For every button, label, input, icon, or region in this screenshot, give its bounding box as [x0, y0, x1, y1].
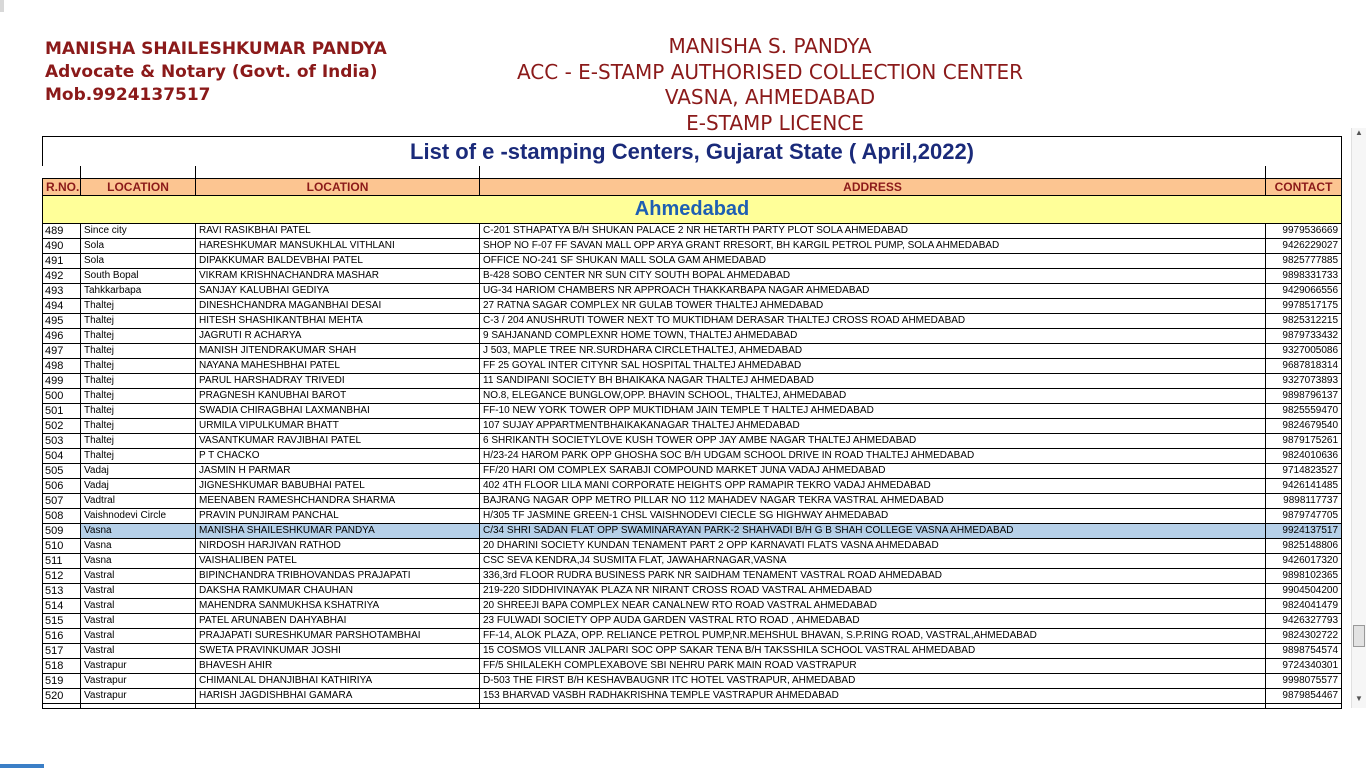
table-row[interactable] [43, 299, 1342, 314]
table-row[interactable] [43, 629, 1342, 644]
row-address[interactable]: OFFICE NO-241 SF SHUKAN MALL SOLA GAM AHMEDABAD [480, 254, 1266, 269]
row-contact[interactable]: 9429066556 [1266, 284, 1342, 299]
table-row[interactable] [43, 539, 1342, 554]
row-number[interactable]: 509 [43, 524, 81, 539]
row-contact[interactable]: 9714823527 [1266, 464, 1342, 479]
blank-row [43, 166, 1342, 179]
row-address[interactable]: 107 SUJAY APPARTMENTBHAIKAKANAGAR THALTEJ AHMEDABAD [480, 419, 1266, 434]
row-location-area[interactable]: Vadaj [81, 479, 196, 494]
row-address[interactable]: BAJRANG NAGAR OPP METRO PILLAR NO 112 MAHADEV NAGAR TEKRA VASTRAL AHMEDABAD [480, 494, 1266, 509]
row-location-area[interactable]: Thaltej [81, 389, 196, 404]
partial-row [43, 704, 1342, 709]
vertical-scrollbar[interactable] [1351, 128, 1366, 708]
row-contact[interactable]: 9898102365 [1266, 569, 1342, 584]
row-center-name[interactable]: MANISH JITENDRAKUMAR SHAH [196, 344, 480, 359]
row-contact[interactable]: 9998075577 [1266, 674, 1342, 689]
table-row[interactable] [43, 569, 1342, 584]
row-location-area[interactable]: Vasna [81, 524, 196, 539]
row-location-area[interactable]: Vastral [81, 569, 196, 584]
table-row[interactable] [43, 269, 1342, 284]
row-number[interactable]: 514 [43, 599, 81, 614]
row-number[interactable]: 506 [43, 479, 81, 494]
table-row[interactable] [43, 404, 1342, 419]
row-center-name[interactable]: PRAJAPATI SURESHKUMAR PARSHOTAMBHAI [196, 629, 480, 644]
row-number[interactable]: 519 [43, 674, 81, 689]
row-location-area[interactable]: Thaltej [81, 359, 196, 374]
row-center-name[interactable]: HITESH SHASHIKANTBHAI MEHTA [196, 314, 480, 329]
row-location-area[interactable]: Thaltej [81, 329, 196, 344]
section-row [43, 196, 1342, 224]
row-contact[interactable]: 9426229027 [1266, 239, 1342, 254]
table-row[interactable] [43, 419, 1342, 434]
row-contact[interactable]: 9824679540 [1266, 419, 1342, 434]
row-address[interactable]: B-428 SOBO CENTER NR SUN CITY SOUTH BOPAL AHMEDABAD [480, 269, 1266, 284]
row-address[interactable]: FF-14, ALOK PLAZA, OPP. RELIANCE PETROL PUMP,NR.MEHSHUL BHAVAN, S.P.RING ROAD, VASTRAL,AHMEDABAD [480, 629, 1266, 644]
section-title[interactable]: Ahmedabad [43, 196, 1342, 224]
row-location-area[interactable]: Vastral [81, 629, 196, 644]
row-address[interactable]: 20 SHREEJI BAPA COMPLEX NEAR CANALNEW RTO ROAD VASTRAL AHMEDABAD [480, 599, 1266, 614]
row-center-name[interactable]: PRAGNESH KANUBHAI BAROT [196, 389, 480, 404]
row-contact[interactable]: 9327073893 [1266, 374, 1342, 389]
row-contact[interactable]: 9898331733 [1266, 269, 1342, 284]
row-address[interactable]: CSC SEVA KENDRA,J4 SUSMITA FLAT, JAWAHARNAGAR,VASNA [480, 554, 1266, 569]
row-number[interactable]: 490 [43, 239, 81, 254]
row-address[interactable]: FF/5 SHILALEKH COMPLEXABOVE SBI NEHRU PARK MAIN ROAD VASTRAPUR [480, 659, 1266, 674]
row-location-area[interactable]: Thaltej [81, 374, 196, 389]
window-edge-mark [0, 0, 4, 12]
row-address[interactable]: H/23-24 HAROM PARK OPP GHOSHA SOC B/H UDGAM SCHOOL DRIVE IN ROAD THALTEJ AHMEDABAD [480, 449, 1266, 464]
row-center-name[interactable]: VAISHALIBEN PATEL [196, 554, 480, 569]
row-contact[interactable]: 9825559470 [1266, 404, 1342, 419]
row-number[interactable]: 515 [43, 614, 81, 629]
table-row[interactable] [43, 374, 1342, 389]
row-center-name[interactable]: DAKSHA RAMKUMAR CHAUHAN [196, 584, 480, 599]
advocate-header [45, 38, 387, 107]
row-number[interactable]: 491 [43, 254, 81, 269]
table-row[interactable] [43, 599, 1342, 614]
row-number[interactable]: 500 [43, 389, 81, 404]
row-location-area[interactable]: Tahkkarbapa [81, 284, 196, 299]
row-center-name[interactable]: NAYANA MAHESHBHAI PATEL [196, 359, 480, 374]
row-number[interactable]: 510 [43, 539, 81, 554]
row-number[interactable]: 495 [43, 314, 81, 329]
row-contact[interactable]: 9825148806 [1266, 539, 1342, 554]
table-row[interactable] [43, 689, 1342, 704]
row-number[interactable]: 503 [43, 434, 81, 449]
row-address[interactable]: 336,3rd FLOOR RUDRA BUSINESS PARK NR SAIDHAM TENAMENT VASTRAL ROAD AHMEDABAD [480, 569, 1266, 584]
advocate-title: Advocate & Notary (Govt. of India) [45, 62, 378, 82]
row-location-area[interactable]: Since city [81, 224, 196, 239]
scroll-up-arrow-icon[interactable]: ▲ [1355, 128, 1363, 137]
row-number[interactable]: 508 [43, 509, 81, 524]
center-name: MANISHA S. PANDYA [668, 34, 872, 58]
row-contact[interactable]: 9898754574 [1266, 644, 1342, 659]
row-location-area[interactable]: Sola [81, 254, 196, 269]
row-center-name[interactable]: PARUL HARSHADRAY TRIVEDI [196, 374, 480, 389]
row-location-area[interactable]: Vastrapur [81, 689, 196, 704]
row-address[interactable]: 402 4TH FLOOR LILA MANI CORPORATE HEIGHTS OPP RAMAPIR TEKRO VADAJ AHMEDABAD [480, 479, 1266, 494]
column-header-rno[interactable]: R.NO. [43, 179, 81, 196]
row-address[interactable]: 11 SANDIPANI SOCIETY BH BHAIKAKA NAGAR THALTEJ AHMEDABAD [480, 374, 1266, 389]
row-location-area[interactable]: Vastrapur [81, 674, 196, 689]
row-number[interactable]: 517 [43, 644, 81, 659]
row-center-name[interactable]: CHIMANLAL DHANJIBHAI KATHIRIYA [196, 674, 480, 689]
row-center-name[interactable]: DINESHCHANDRA MAGANBHAI DESAI [196, 299, 480, 314]
row-contact[interactable]: 9426017320 [1266, 554, 1342, 569]
row-contact[interactable]: 9898117737 [1266, 494, 1342, 509]
row-location-area[interactable]: Vastral [81, 614, 196, 629]
row-location-area[interactable]: Thaltej [81, 434, 196, 449]
row-address[interactable]: C/34 SHRI SADAN FLAT OPP SWAMINARAYAN PARK-2 SHAHVADI B/H G B SHAH COLLEGE VASNA AHMEDABAD [480, 524, 1266, 539]
row-location-area[interactable]: Vastrapur [81, 659, 196, 674]
row-address[interactable]: 6 SHRIKANTH SOCIETYLOVE KUSH TOWER OPP JAY AMBE NAGAR THALTEJ AHMEDABAD [480, 434, 1266, 449]
row-center-name[interactable]: SANJAY KALUBHAI GEDIYA [196, 284, 480, 299]
table-row[interactable] [43, 284, 1342, 299]
table-row[interactable] [43, 314, 1342, 329]
row-center-name[interactable]: PATEL ARUNABEN DAHYABHAI [196, 614, 480, 629]
table-row[interactable] [43, 659, 1342, 674]
row-contact[interactable]: 9327005086 [1266, 344, 1342, 359]
table-row[interactable] [43, 329, 1342, 344]
table-row[interactable] [43, 239, 1342, 254]
table-title-row [43, 137, 1342, 167]
row-number[interactable]: 505 [43, 464, 81, 479]
row-address[interactable]: 219-220 SIDDHIVINAYAK PLAZA NR NIRANT CROSS ROAD VASTRAL AHMEDABAD [480, 584, 1266, 599]
row-address[interactable]: J 503, MAPLE TREE NR.SURDHARA CIRCLETHALTEJ, AHMEDABAD [480, 344, 1266, 359]
table-row[interactable] [43, 509, 1342, 524]
row-address[interactable]: FF-10 NEW YORK TOWER OPP MUKTIDHAM JAIN TEMPLE T HALTEJ AHMEDABAD [480, 404, 1266, 419]
row-center-name[interactable]: HARISH JAGDISHBHAI GAMARA [196, 689, 480, 704]
column-header-row [43, 179, 1342, 196]
row-location-area[interactable]: Thaltej [81, 419, 196, 434]
row-center-name[interactable]: SWADIA CHIRAGBHAI LAXMANBHAI [196, 404, 480, 419]
row-contact[interactable]: 9879747705 [1266, 509, 1342, 524]
center-licence: E-STAMP LICENCE [686, 110, 864, 135]
row-center-name[interactable]: RAVI RASIKBHAI PATEL [196, 224, 480, 239]
row-location-area[interactable]: Vastral [81, 584, 196, 599]
table-row[interactable] [43, 344, 1342, 359]
table-row[interactable] [43, 449, 1342, 464]
table-row[interactable] [43, 224, 1342, 239]
row-number[interactable]: 489 [43, 224, 81, 239]
row-number[interactable]: 502 [43, 419, 81, 434]
taskbar-edge-mark [0, 764, 44, 768]
row-number[interactable]: 504 [43, 449, 81, 464]
row-center-name[interactable]: DIPAKKUMAR BALDEVBHAI PATEL [196, 254, 480, 269]
column-header-name[interactable]: LOCATION [196, 179, 480, 196]
row-contact[interactable]: 9879854467 [1266, 689, 1342, 704]
row-center-name[interactable]: BIPINCHANDRA TRIBHOVANDAS PRAJAPATI [196, 569, 480, 584]
table-row[interactable] [43, 674, 1342, 689]
row-number[interactable]: 492 [43, 269, 81, 284]
row-address[interactable]: 20 DHARINI SOCIETY KUNDAN TENAMENT PART 2 OPP KARNAVATI FLATS VASNA AHMEDABAD [480, 539, 1266, 554]
table-row[interactable] [43, 479, 1342, 494]
row-center-name[interactable]: MAHENDRA SANMUKHSA KSHATRIYA [196, 599, 480, 614]
row-location-area[interactable]: Vasna [81, 554, 196, 569]
row-location-area[interactable]: Vadaj [81, 464, 196, 479]
row-number[interactable]: 497 [43, 344, 81, 359]
row-location-area[interactable]: Thaltej [81, 449, 196, 464]
row-number[interactable]: 501 [43, 404, 81, 419]
table-row[interactable] [43, 614, 1342, 629]
center-place: VASNA, AHMEDABAD [664, 85, 876, 109]
row-address[interactable]: 23 FULWADI SOCIETY OPP AUDA GARDEN VASTRAL RTO ROAD , AHMEDABAD [480, 614, 1266, 629]
row-address[interactable]: 9 SAHJANAND COMPLEXNR HOME TOWN, THALTEJ AHMEDABAD [480, 329, 1266, 344]
row-address[interactable]: FF/20 HARI OM COMPLEX SARABJI COMPOUND MARKET JUNA VADAJ AHMEDABAD [480, 464, 1266, 479]
row-center-name[interactable]: VASANTKUMAR RAVJIBHAI PATEL [196, 434, 480, 449]
table-row[interactable] [43, 494, 1342, 509]
row-location-area[interactable]: Sola [81, 239, 196, 254]
row-address[interactable]: 15 COSMOS VILLANR JALPARI SOC OPP SAKAR TENA B/H TAKSSHILA SCHOOL VASTRAL AHMEDABAD [480, 644, 1266, 659]
row-address[interactable]: UG-34 HARIOM CHAMBERS NR APPROACH THAKKARBAPA NAGAR AHMEDABAD [480, 284, 1266, 299]
row-center-name[interactable]: HARESHKUMAR MANSUKHLAL VITHLANI [196, 239, 480, 254]
row-address[interactable]: SHOP NO F-07 FF SAVAN MALL OPP ARYA GRANT RRESORT, BH KARGIL PETROL PUMP, SOLA AHMEDABAD [480, 239, 1266, 254]
row-location-area[interactable]: Vadtral [81, 494, 196, 509]
row-address[interactable]: NO.8, ELEGANCE BUNGLOW,OPP. BHAVIN SCHOOL, THALTEJ, AHMEDABAD [480, 389, 1266, 404]
row-location-area[interactable]: Vaishnodevi Circle [81, 509, 196, 524]
table-row[interactable] [43, 644, 1342, 659]
row-contact[interactable]: 9898796137 [1266, 389, 1342, 404]
center-header [470, 34, 1070, 136]
row-location-area[interactable]: Vasna [81, 539, 196, 554]
row-contact[interactable]: 9824010636 [1266, 449, 1342, 464]
row-center-name[interactable]: P T CHACKO [196, 449, 480, 464]
row-location-area[interactable]: Thaltej [81, 299, 196, 314]
table-row[interactable] [43, 524, 1342, 539]
table-row[interactable] [43, 584, 1342, 599]
row-number[interactable]: 498 [43, 359, 81, 374]
row-contact[interactable]: 9879733432 [1266, 329, 1342, 344]
row-contact[interactable]: 9824041479 [1266, 599, 1342, 614]
row-location-area[interactable]: South Bopal [81, 269, 196, 284]
row-center-name[interactable]: JIGNESHKUMAR BABUBHAI PATEL [196, 479, 480, 494]
row-contact[interactable]: 9979536669 [1266, 224, 1342, 239]
row-contact[interactable]: 9978517175 [1266, 299, 1342, 314]
row-contact[interactable]: 9825777885 [1266, 254, 1342, 269]
table-row[interactable] [43, 434, 1342, 449]
row-contact[interactable]: 9426141485 [1266, 479, 1342, 494]
table-row[interactable] [43, 389, 1342, 404]
row-address[interactable]: C-201 STHAPATYA B/H SHUKAN PALACE 2 NR HETARTH PARTY PLOT SOLA AHMEDABAD [480, 224, 1266, 239]
scrollbar-thumb[interactable] [1353, 625, 1365, 647]
row-number[interactable]: 496 [43, 329, 81, 344]
row-location-area[interactable]: Vastral [81, 599, 196, 614]
row-contact[interactable]: 9879175261 [1266, 434, 1342, 449]
estamp-centers-table [42, 136, 1342, 709]
column-header-contact[interactable]: CONTACT [1266, 179, 1342, 196]
row-address[interactable]: C-3 / 204 ANUSHRUTI TOWER NEXT TO MUKTIDHAM DERASAR THALTEJ CROSS ROAD AHMEDABAD [480, 314, 1266, 329]
row-location-area[interactable]: Thaltej [81, 344, 196, 359]
row-center-name[interactable]: URMILA VIPULKUMAR BHATT [196, 419, 480, 434]
table-row[interactable] [43, 359, 1342, 374]
table-body [43, 224, 1342, 704]
row-contact[interactable]: 9904504200 [1266, 584, 1342, 599]
row-contact[interactable]: 9825312215 [1266, 314, 1342, 329]
row-number[interactable]: 499 [43, 374, 81, 389]
row-address[interactable]: D-503 THE FIRST B/H KESHAVBAUGNR ITC HOTEL VASTRAPUR, AHMEDABAD [480, 674, 1266, 689]
row-contact[interactable]: 9724340301 [1266, 659, 1342, 674]
row-number[interactable]: 493 [43, 284, 81, 299]
row-center-name[interactable]: BHAVESH AHIR [196, 659, 480, 674]
row-center-name[interactable]: SWETA PRAVINKUMAR JOSHI [196, 644, 480, 659]
row-contact[interactable]: 9687818314 [1266, 359, 1342, 374]
row-address[interactable]: 27 RATNA SAGAR COMPLEX NR GULAB TOWER THALTEJ AHMEDABAD [480, 299, 1266, 314]
row-center-name[interactable]: MANISHA SHAILESHKUMAR PANDYA [196, 524, 480, 539]
row-number[interactable]: 494 [43, 299, 81, 314]
column-header-address[interactable]: ADDRESS [480, 179, 1266, 196]
row-contact[interactable]: 9924137517 [1266, 524, 1342, 539]
row-location-area[interactable]: Thaltej [81, 314, 196, 329]
advocate-mobile: Mob.9924137517 [45, 85, 211, 105]
row-contact[interactable]: 9824302722 [1266, 629, 1342, 644]
row-address[interactable]: FF 25 GOYAL INTER CITYNR SAL HOSPITAL THALTEJ AHMEDABAD [480, 359, 1266, 374]
row-address[interactable]: H/305 TF JASMINE GREEN-1 CHSL VAISHNODEVI CIECLE SG HIGHWAY AHMEDABAD [480, 509, 1266, 524]
table-row[interactable] [43, 254, 1342, 269]
row-number[interactable]: 520 [43, 689, 81, 704]
row-address[interactable]: 153 BHARVAD VASBH RADHAKRISHNA TEMPLE VASTRAPUR AHMEDABAD [480, 689, 1266, 704]
table-title: List of e -stamping Centers, Gujarat State ( April,2022) [43, 137, 1342, 167]
center-acc: ACC - E-STAMP AUTHORISED COLLECTION CENTER [516, 59, 1024, 84]
row-center-name[interactable]: MEENABEN RAMESHCHANDRA SHARMA [196, 494, 480, 509]
row-center-name[interactable]: JASMIN H PARMAR [196, 464, 480, 479]
row-center-name[interactable]: VIKRAM KRISHNACHANDRA MASHAR [196, 269, 480, 284]
row-number[interactable]: 513 [43, 584, 81, 599]
row-location-area[interactable]: Vastral [81, 644, 196, 659]
scroll-down-arrow-icon[interactable]: ▼ [1355, 694, 1363, 703]
row-number[interactable]: 511 [43, 554, 81, 569]
column-header-area[interactable]: LOCATION [81, 179, 196, 196]
row-number[interactable]: 518 [43, 659, 81, 674]
row-number[interactable]: 507 [43, 494, 81, 509]
row-number[interactable]: 512 [43, 569, 81, 584]
row-center-name[interactable]: PRAVIN PUNJIRAM PANCHAL [196, 509, 480, 524]
row-contact[interactable]: 9426327793 [1266, 614, 1342, 629]
row-center-name[interactable]: NIRDOSH HARJIVAN RATHOD [196, 539, 480, 554]
row-number[interactable]: 516 [43, 629, 81, 644]
row-center-name[interactable]: JAGRUTI R ACHARYA [196, 329, 480, 344]
table-row[interactable] [43, 554, 1342, 569]
advocate-name: MANISHA SHAILESHKUMAR PANDYA [45, 39, 387, 59]
table-row[interactable] [43, 464, 1342, 479]
row-location-area[interactable]: Thaltej [81, 404, 196, 419]
